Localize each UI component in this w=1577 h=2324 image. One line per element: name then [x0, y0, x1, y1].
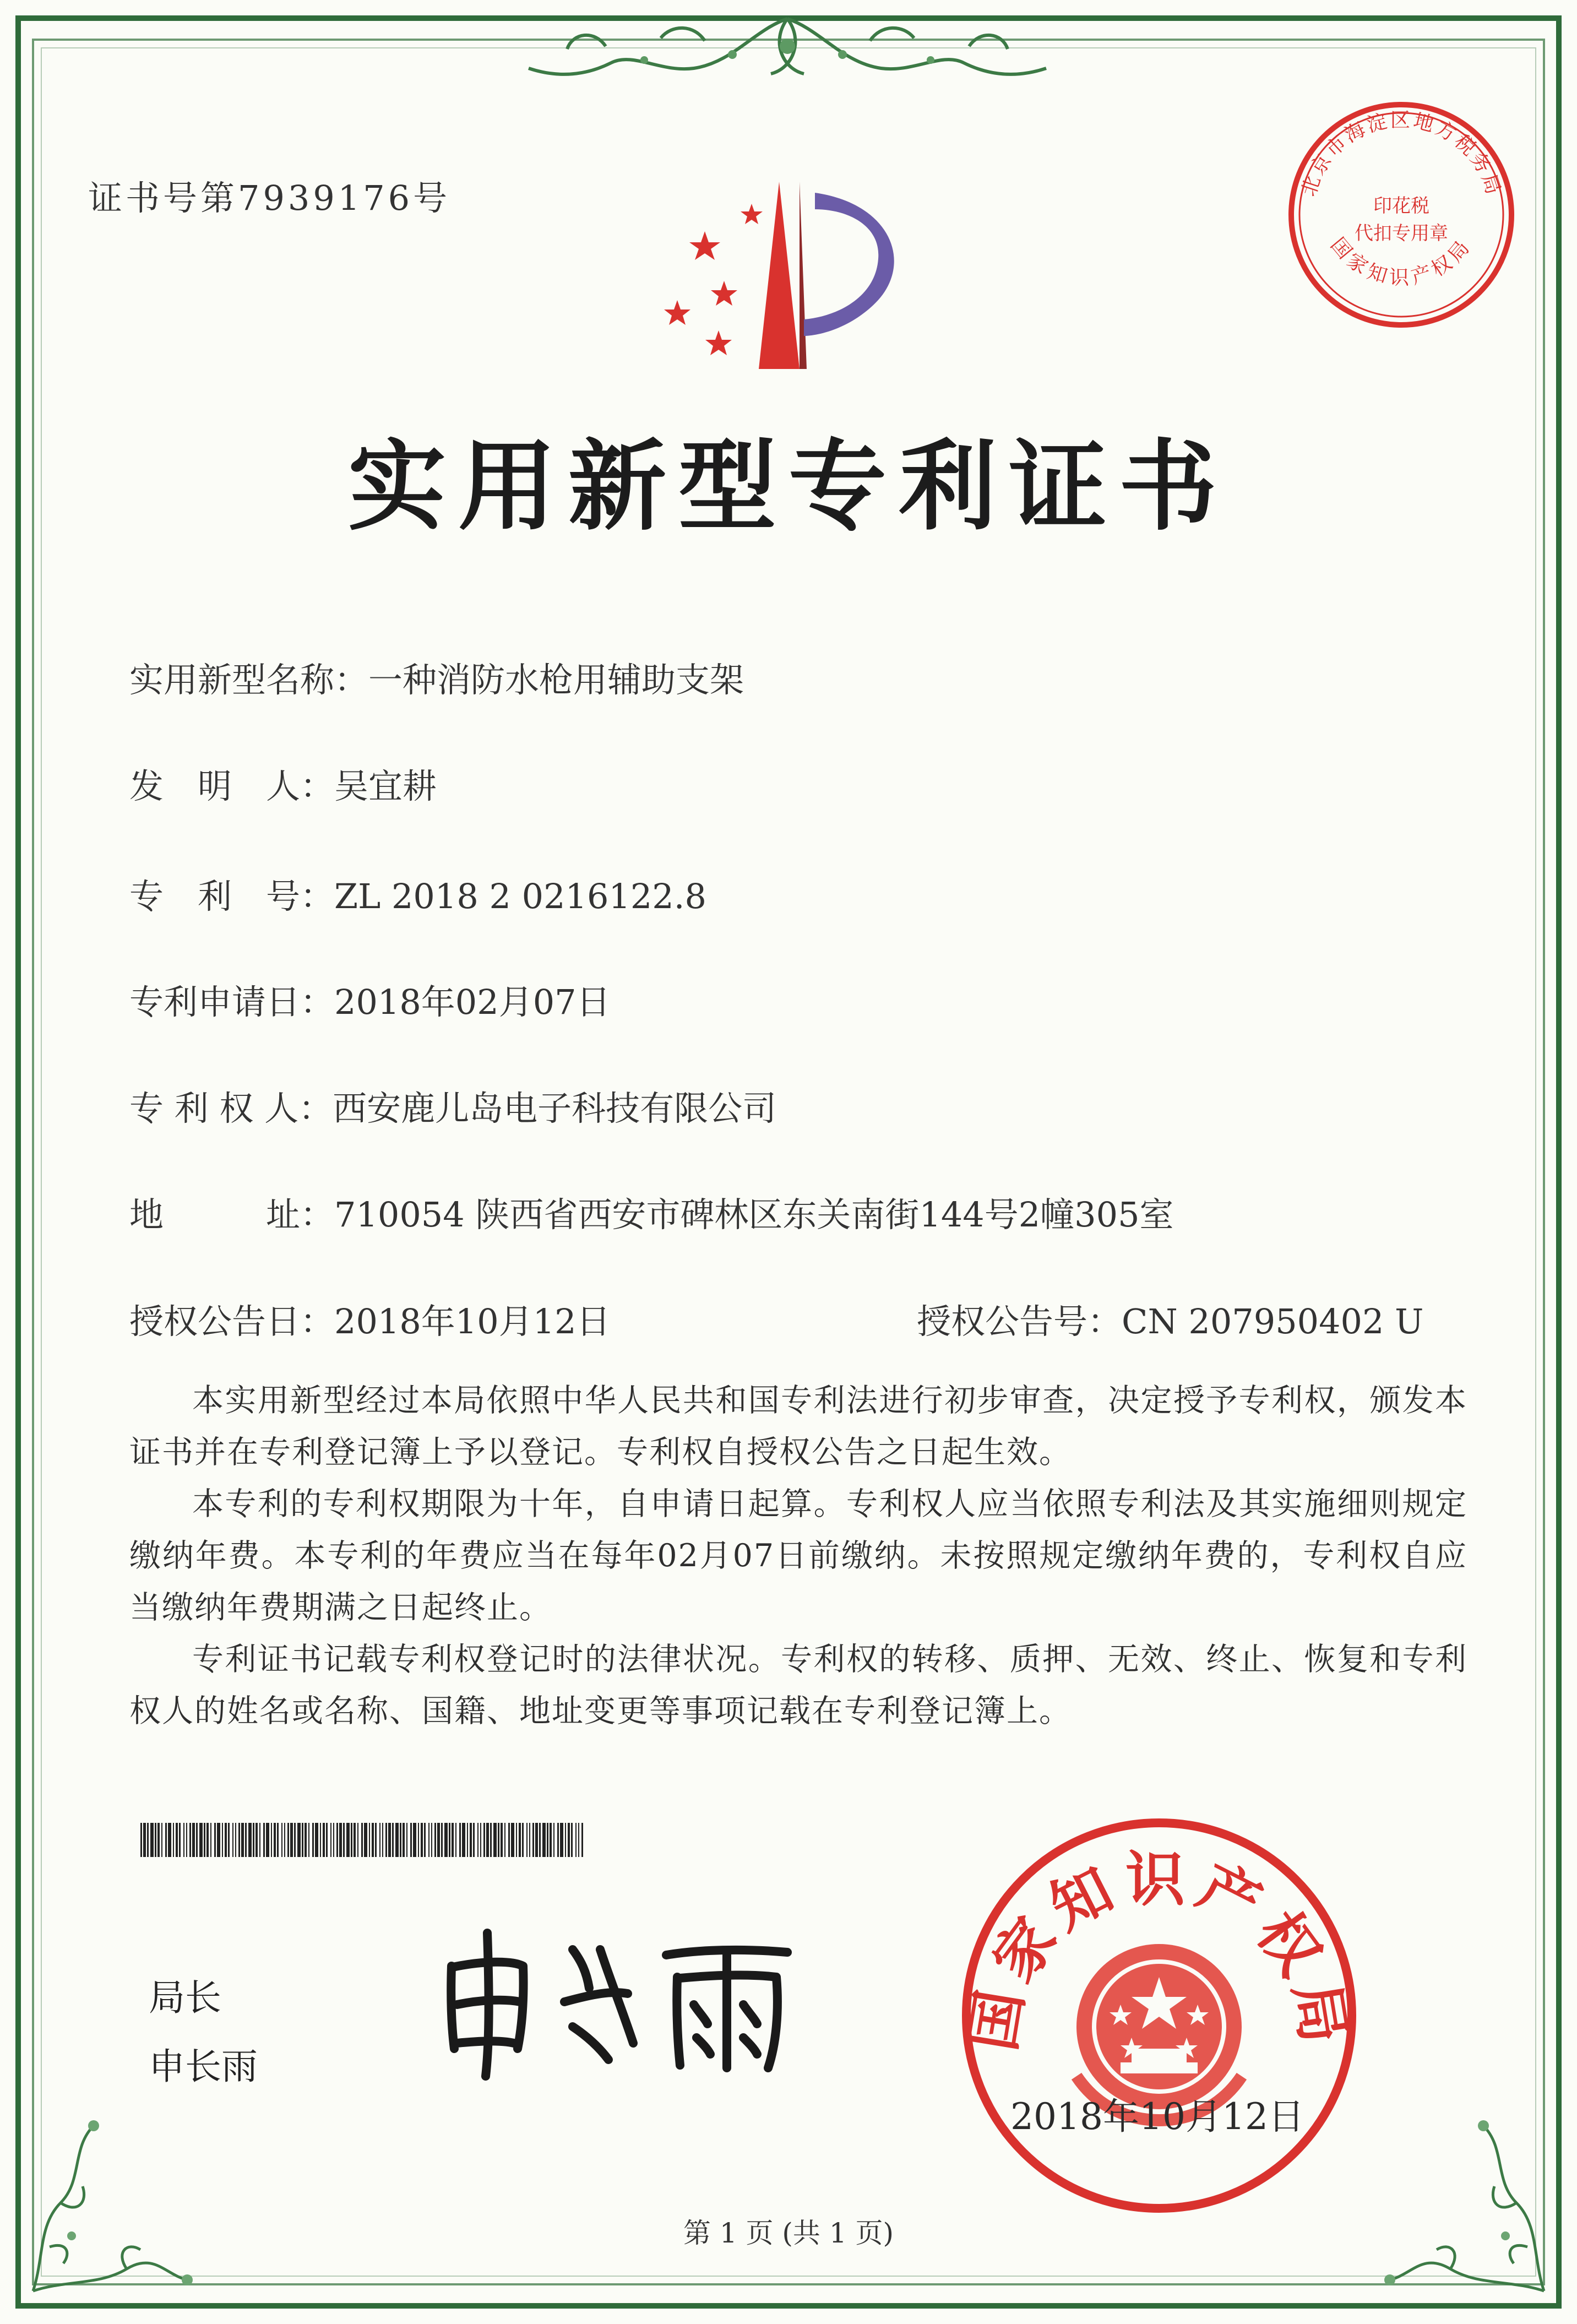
corner-ornament-bottom-left-icon: [22, 2093, 198, 2302]
field-application-date: [129, 975, 611, 1024]
director-block: [149, 1963, 258, 2101]
tax-stamp-line2: 代扣专用章: [1355, 222, 1448, 245]
seal-ring-text: 国家知识产权局: [958, 1845, 1361, 2056]
field-grant-number: [917, 1294, 1423, 1343]
field-inventor: [129, 759, 437, 808]
field-label: 专利申请日：: [129, 982, 335, 1022]
page-number: 第 1 页 (共 1 页): [683, 2217, 894, 2249]
body-paragraph-1: 本实用新型经过本局依照中华人民共和国专利法进行初步审查，决定授予专利权，颁发本证书并在专利登记簿上予以登记。专利权自授权公告之日起生效。: [129, 1382, 1467, 1470]
field-patent-number: [129, 869, 706, 918]
field-address: [129, 1187, 1174, 1236]
field-value: 710054 陕西省西安市碑林区东关南街144号2幢305室: [334, 1194, 1174, 1235]
cnipa-seal-icon: [955, 1812, 1363, 2219]
tax-stamp-line1: 印花税: [1373, 195, 1429, 217]
field-label: 实用新型名称：: [129, 660, 369, 700]
field-value: CN 207950402 U: [1122, 1301, 1424, 1342]
field-label: 地 址：: [129, 1194, 335, 1235]
page-title: 实用新型专利证书: [348, 428, 1229, 544]
tax-stamp-ring-text: 北京市海淀区地方税务局: [1297, 109, 1505, 199]
tax-stamp-bottom-text: 国家知识产权局: [1326, 234, 1477, 290]
director-title: 局长: [149, 1977, 221, 2019]
field-label: 授权公告号：: [917, 1301, 1122, 1342]
barcode-icon: [140, 1823, 586, 1857]
field-value: 2018年10月12日: [334, 1301, 611, 1342]
field-value: 2018年02月07日: [334, 982, 611, 1022]
field-value: 一种消防水枪用辅助支架: [368, 660, 744, 700]
field-label: 发 明 人：: [129, 766, 335, 806]
certificate-number: 证书号第7939176号: [88, 178, 451, 218]
field-label: 专 利 权 人：: [129, 1088, 333, 1128]
field-utility-model-name: [129, 653, 744, 702]
field-label: 授权公告日：: [129, 1301, 335, 1342]
field-grant-date: [129, 1294, 611, 1343]
tax-stamp-icon: [1280, 99, 1522, 330]
top-ornament-icon: [496, 8, 1079, 90]
corner-ornament-bottom-right-icon: [1379, 2093, 1555, 2302]
cnipa-logo-icon: [655, 171, 942, 380]
field-value: ZL 2018 2 0216122.8: [334, 876, 706, 916]
field-patentee: [129, 1081, 776, 1130]
seal-date: 2018年10月12日: [1010, 2095, 1304, 2138]
field-value: 吴宜耕: [334, 766, 437, 806]
field-value: 西安鹿儿岛电子科技有限公司: [333, 1088, 777, 1128]
svg-text:北京市海淀区地方税务局: [1297, 109, 1505, 199]
body-paragraph-2: 本专利的专利权期限为十年，自申请日起算。专利权人应当依照专利法及其实施细则规定缴纳年费。本专利的年费应当在每年02月07日前缴纳。未按照规定缴纳年费的，专利权自应当缴纳年费期满之日起终止。: [129, 1486, 1467, 1626]
director-signature-icon: [435, 1916, 820, 2082]
certificate-body-text: [129, 1375, 1467, 1737]
field-label: 专 利 号：: [129, 876, 335, 916]
body-paragraph-3: 专利证书记载专利权登记时的法律状况。专利权的转移、质押、无效、终止、恢复和专利权人的姓名或名称、国籍、地址变更等事项记载在专利登记簿上。: [129, 1641, 1467, 1729]
director-name: 申长雨: [149, 2045, 258, 2088]
